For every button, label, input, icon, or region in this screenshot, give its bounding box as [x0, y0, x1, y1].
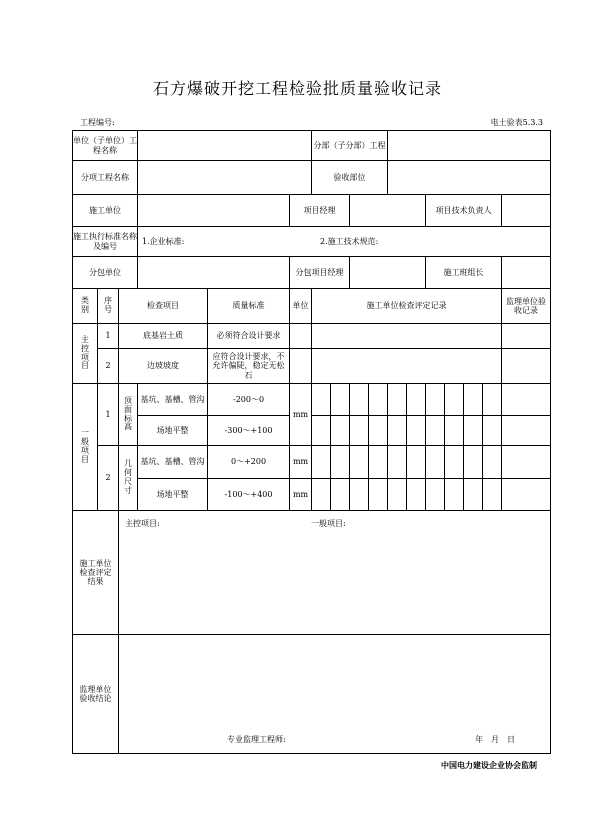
record-cell[interactable] — [483, 446, 502, 479]
general-sub: 几何尺寸 — [119, 446, 138, 511]
main-item-seq: 2 — [98, 349, 119, 384]
main-item-unit — [290, 324, 312, 349]
page-title: 石方爆破开挖工程检验批质量验收记录 — [152, 79, 442, 98]
record-cell[interactable] — [388, 446, 407, 479]
record-cell[interactable] — [445, 416, 464, 446]
supervisor-cell[interactable] — [502, 446, 551, 479]
supervision-label: 监理单位验收结论 — [73, 635, 119, 754]
sub-project-label: 分部（子分部）工程 — [312, 131, 388, 161]
main-item-seq: 1 — [98, 324, 119, 349]
main-item-record[interactable] — [312, 349, 502, 384]
main-item-record[interactable] — [312, 324, 502, 349]
record-cell[interactable] — [369, 479, 388, 511]
record-cell[interactable] — [483, 479, 502, 511]
header-category: 类别 — [73, 289, 98, 324]
general-seq: 1 — [98, 384, 119, 446]
supervision-date: 年 月 日 — [475, 735, 515, 744]
form-code: 电土验表5.3.3 — [490, 118, 543, 127]
main-item-name: 底基岩土质 — [119, 324, 208, 349]
item-project-label: 分项工程名称 — [73, 161, 138, 195]
record-cell[interactable] — [312, 384, 331, 416]
record-cell[interactable] — [426, 384, 445, 416]
main-category: 主控项目 — [73, 324, 98, 384]
team-leader-field[interactable] — [502, 257, 551, 289]
sub-manager-label: 分包项目经理 — [290, 257, 350, 289]
general-seq: 2 — [98, 446, 119, 511]
record-cell[interactable] — [445, 384, 464, 416]
record-cell[interactable] — [388, 479, 407, 511]
record-cell[interactable] — [331, 416, 350, 446]
record-cell[interactable] — [407, 416, 426, 446]
unit-project-field[interactable] — [138, 131, 312, 161]
footer-issuer: 中国电力建设企业协会监制 — [441, 760, 537, 770]
general-item-name: 场地平整 — [138, 416, 208, 446]
record-cell[interactable] — [407, 446, 426, 479]
tech-lead-label: 项目技术负责人 — [426, 195, 502, 227]
supervisor-cell[interactable] — [502, 384, 551, 416]
subcontractor-field[interactable] — [138, 257, 290, 289]
standard-label: 施工执行标准名称及编号 — [73, 227, 138, 257]
header-seq: 序号 — [98, 289, 119, 324]
enterprise-std: 1.企业标准: — [142, 236, 185, 246]
record-cell[interactable] — [426, 416, 445, 446]
header-standard: 质量标准 — [208, 289, 290, 324]
acceptance-part-field[interactable] — [388, 161, 551, 195]
engineer-label: 专业监理工程师: — [227, 735, 286, 744]
main-item-standard: 应符合设计要求，不允许偏陡，稳定无松石 — [208, 349, 290, 384]
construction-result-field[interactable] — [119, 511, 551, 635]
header-check-item: 检查项目 — [119, 289, 208, 324]
main-items-label: 主控项目: — [125, 519, 160, 528]
general-item-name: 基坑、基槽、管沟 — [138, 384, 208, 416]
record-cell[interactable] — [407, 384, 426, 416]
unit-project-label: 单位（子单位）工程名称 — [73, 131, 138, 161]
record-cell[interactable] — [331, 479, 350, 511]
record-cell[interactable] — [350, 384, 369, 416]
header-record: 施工单位检查评定记录 — [312, 289, 502, 324]
construction-result-label: 施工单位检查评定结果 — [73, 511, 119, 635]
record-cell[interactable] — [369, 446, 388, 479]
tech-lead-field[interactable] — [502, 195, 551, 227]
general-item-standard: -300～+100 — [208, 416, 290, 446]
general-item-name: 基坑、基槽、管沟 — [138, 446, 208, 479]
record-cell[interactable] — [388, 416, 407, 446]
record-cell[interactable] — [464, 384, 483, 416]
general-sub: 顶面标高 — [119, 384, 138, 446]
supervision-field[interactable] — [119, 635, 551, 754]
record-cell[interactable] — [312, 446, 331, 479]
main-item-supervisor[interactable] — [502, 324, 551, 349]
project-no-label: 工程编号: — [80, 118, 115, 127]
record-cell[interactable] — [464, 416, 483, 446]
general-item-standard: 0～+200 — [208, 446, 290, 479]
general-item-unit: mm — [290, 479, 312, 511]
record-cell[interactable] — [350, 479, 369, 511]
standard-field[interactable] — [138, 227, 551, 257]
tech-spec: 2.施工技术规范: — [320, 236, 379, 246]
record-cell[interactable] — [464, 446, 483, 479]
construction-unit-label: 施工单位 — [73, 195, 138, 227]
record-cell[interactable] — [407, 479, 426, 511]
record-cell[interactable] — [369, 416, 388, 446]
record-cell[interactable] — [464, 479, 483, 511]
supervisor-cell[interactable] — [502, 416, 551, 446]
record-cell[interactable] — [483, 416, 502, 446]
general-item-standard: -200～0 — [208, 384, 290, 416]
record-cell[interactable] — [445, 446, 464, 479]
subcontractor-label: 分包单位 — [73, 257, 138, 289]
supervisor-cell[interactable] — [502, 479, 551, 511]
record-cell[interactable] — [312, 416, 331, 446]
record-cell[interactable] — [388, 384, 407, 416]
general-items-label: 一般项目: — [311, 519, 346, 528]
record-cell[interactable] — [445, 479, 464, 511]
general-item-name: 场地平整 — [138, 479, 208, 511]
main-item-standard: 必须符合设计要求 — [208, 324, 290, 349]
team-leader-label: 施工班组长 — [426, 257, 502, 289]
main-item-unit — [290, 349, 312, 384]
sub-project-field[interactable] — [388, 131, 551, 161]
acceptance-form-table — [72, 130, 551, 754]
construction-unit-field[interactable] — [138, 195, 290, 227]
project-manager-field[interactable] — [350, 195, 426, 227]
main-item-name: 边坡坡度 — [119, 349, 208, 384]
record-cell[interactable] — [369, 384, 388, 416]
acceptance-part-label: 验收部位 — [312, 161, 388, 195]
project-manager-label: 项目经理 — [290, 195, 350, 227]
general-item-standard: -100～+400 — [208, 479, 290, 511]
general-item-unit: mm — [290, 384, 312, 446]
main-item-supervisor[interactable] — [502, 349, 551, 384]
item-project-field[interactable] — [138, 161, 312, 195]
record-cell[interactable] — [312, 479, 331, 511]
record-cell[interactable] — [350, 446, 369, 479]
header-unit: 单位 — [290, 289, 312, 324]
record-cell[interactable] — [350, 416, 369, 446]
record-cell[interactable] — [331, 446, 350, 479]
sub-manager-field[interactable] — [350, 257, 426, 289]
record-cell[interactable] — [426, 446, 445, 479]
general-category: 一般项目 — [73, 384, 98, 511]
record-cell[interactable] — [331, 384, 350, 416]
record-cell[interactable] — [426, 479, 445, 511]
record-cell[interactable] — [483, 384, 502, 416]
header-supervisor: 监理单位验收记录 — [502, 289, 551, 324]
general-item-unit: mm — [290, 446, 312, 479]
